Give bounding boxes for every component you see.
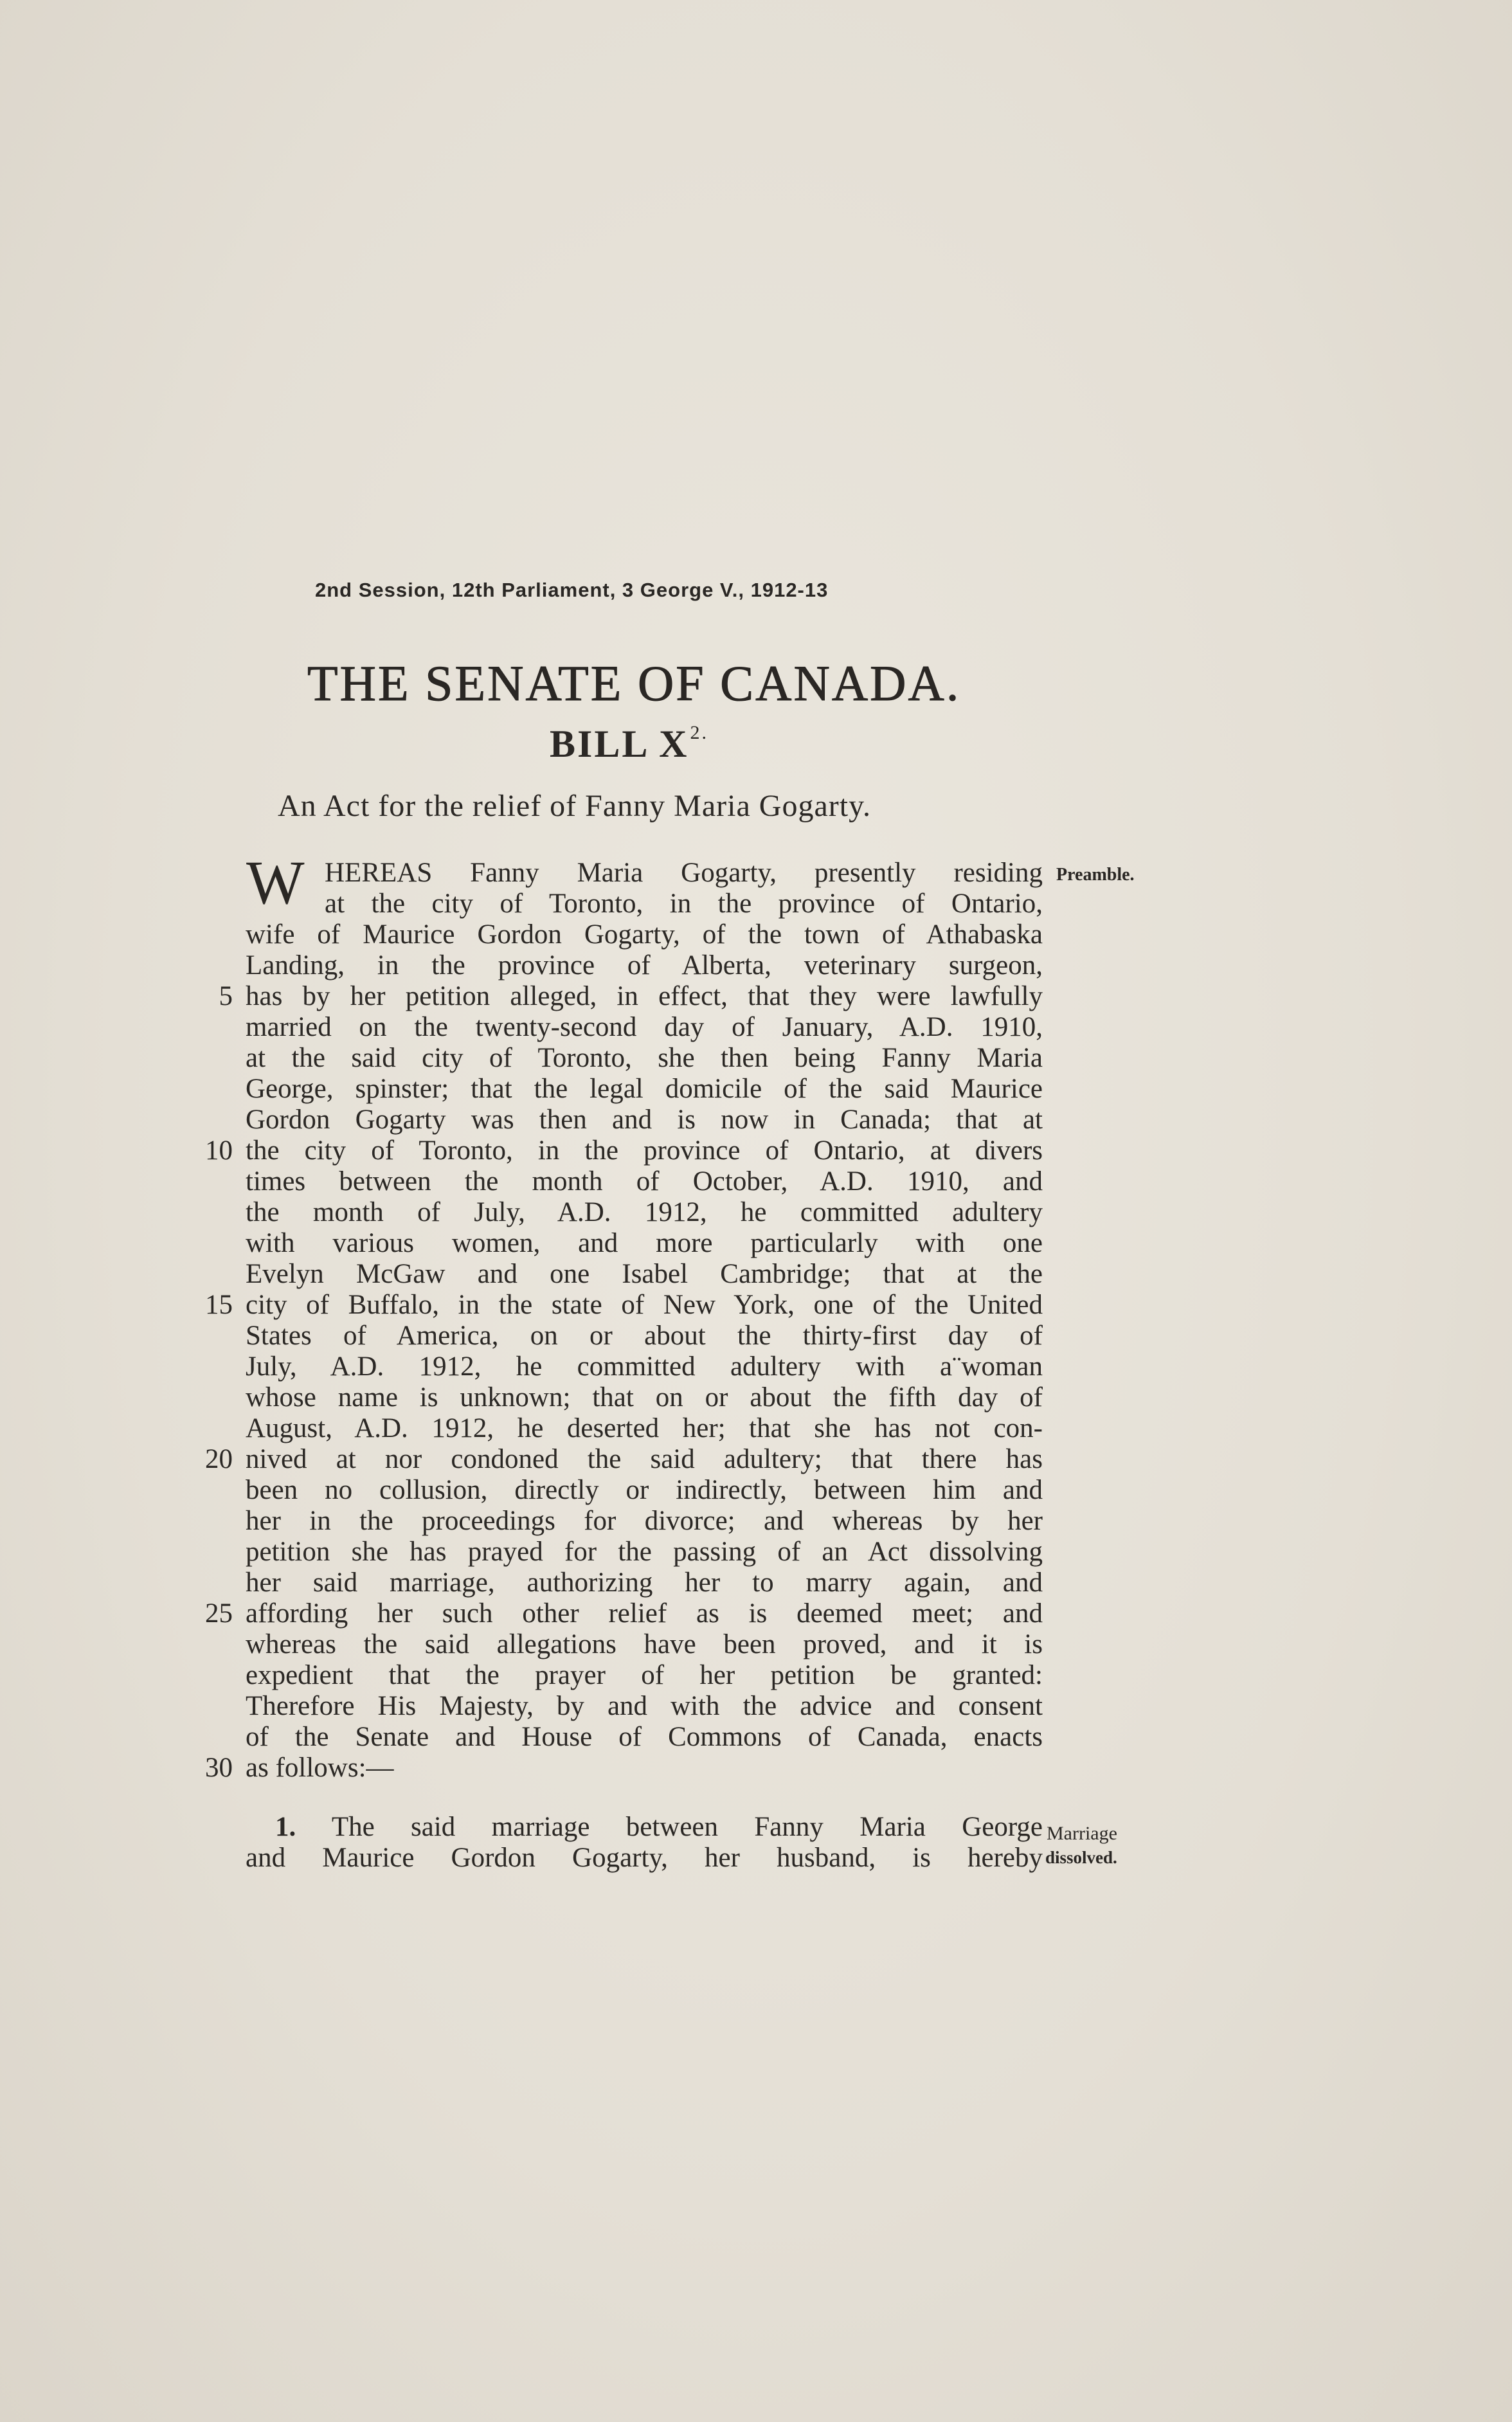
preamble-line: times between the month of October, A.D. 1910, and [246,1166,1043,1197]
preamble-line: her said marriage, authorizing her to marry again, and [246,1568,1043,1598]
preamble-line: expedient that the prayer of her petition be granted: [246,1660,1043,1690]
line-number: 10 [205,1135,233,1166]
preamble-line: at the city of Toronto, in the province of Ontario, [325,889,1043,919]
margin-note-preamble: Preamble. [1056,865,1135,885]
preamble-line: with various women, and more particularly with one [246,1228,1043,1258]
margin-note-marriage: Marriage [1047,1823,1117,1844]
preamble-line: Therefore His Majesty, by and with the advice and consent [246,1691,1043,1721]
preamble-line: whereas the said allegations have been proved, and it is [246,1629,1043,1659]
preamble-line: at the said city of Toronto, she then being Fanny Maria [246,1043,1043,1073]
preamble-line: city of Buffalo, in the state of New York, one of the United [246,1290,1043,1320]
bill-number [550,722,708,766]
line-number: 25 [205,1598,233,1629]
preamble-line: petition she has prayed for the passing of an Act dissolving [246,1537,1043,1567]
bill-superscript: 2. [690,722,708,743]
preamble-line: of the Senate and House of Commons of Canada, enacts [246,1722,1043,1752]
section-1-text: The said marriage between Fanny Maria George [331,1812,1043,1842]
preamble-line: the city of Toronto, in the province of Ontario, at divers [246,1135,1043,1166]
preamble-line: married on the twenty-second day of January, A.D. 1910, [246,1012,1043,1042]
line-number: 15 [205,1290,233,1320]
dropcap-letter: W [246,848,305,917]
senate-title: THE SENATE OF CANADA. [307,655,961,711]
preamble-line: Evelyn McGaw and one Isabel Cambridge; that at the [246,1259,1043,1289]
section-number: 1. [275,1812,296,1842]
bill-prefix: BILL X [550,723,689,765]
line-number: 30 [205,1753,233,1783]
preamble-line: affording her such other relief as is deemed meet; and [246,1598,1043,1629]
preamble-line: wife of Maurice Gordon Gogarty, of the town of Athabaska [246,919,1043,950]
section-1-line [275,1812,1043,1843]
line-number: 5 [219,981,233,1011]
section-1-line: and Maurice Gordon Gogarty, her husband, is hereby [246,1843,1043,1873]
preamble-line: George, spinster; that the legal domicile of the said Maurice [246,1074,1043,1104]
preamble-line: her in the proceedings for divorce; and whereas by her [246,1506,1043,1536]
preamble-line: Gordon Gogarty was then and is now in Canada; that at [246,1105,1043,1135]
line-number: 20 [205,1444,233,1474]
preamble-line: as follows:— [246,1753,394,1783]
preamble-line: been no collusion, directly or indirectly, between him and [246,1475,1043,1505]
margin-note-dissolved: dissolved. [1045,1848,1117,1867]
preamble-line: nived at nor condoned the said adultery; that there has [246,1444,1043,1474]
preamble-line: the month of July, A.D. 1912, he committed adultery [246,1197,1043,1227]
preamble-line: whose name is unknown; that on or about the fifth day of [246,1382,1043,1413]
preamble-line: HEREAS Fanny Maria Gogarty, presently residing [325,858,1043,888]
act-title: An Act for the relief of Fanny Maria Gogarty. [278,789,871,823]
preamble-line: Landing, in the province of Alberta, veterinary surgeon, [246,950,1043,981]
preamble-line: July, A.D. 1912, he committed adultery with a¨woman [246,1351,1043,1382]
preamble-line: August, A.D. 1912, he deserted her; that she has not con- [246,1413,1043,1443]
preamble-line: States of America, on or about the thirty-first day of [246,1321,1043,1351]
session-header: 2nd Session, 12th Parliament, 3 George V., 1912-13 [315,579,829,601]
preamble-line: has by her petition alleged, in effect, that they were lawfully [246,981,1043,1011]
